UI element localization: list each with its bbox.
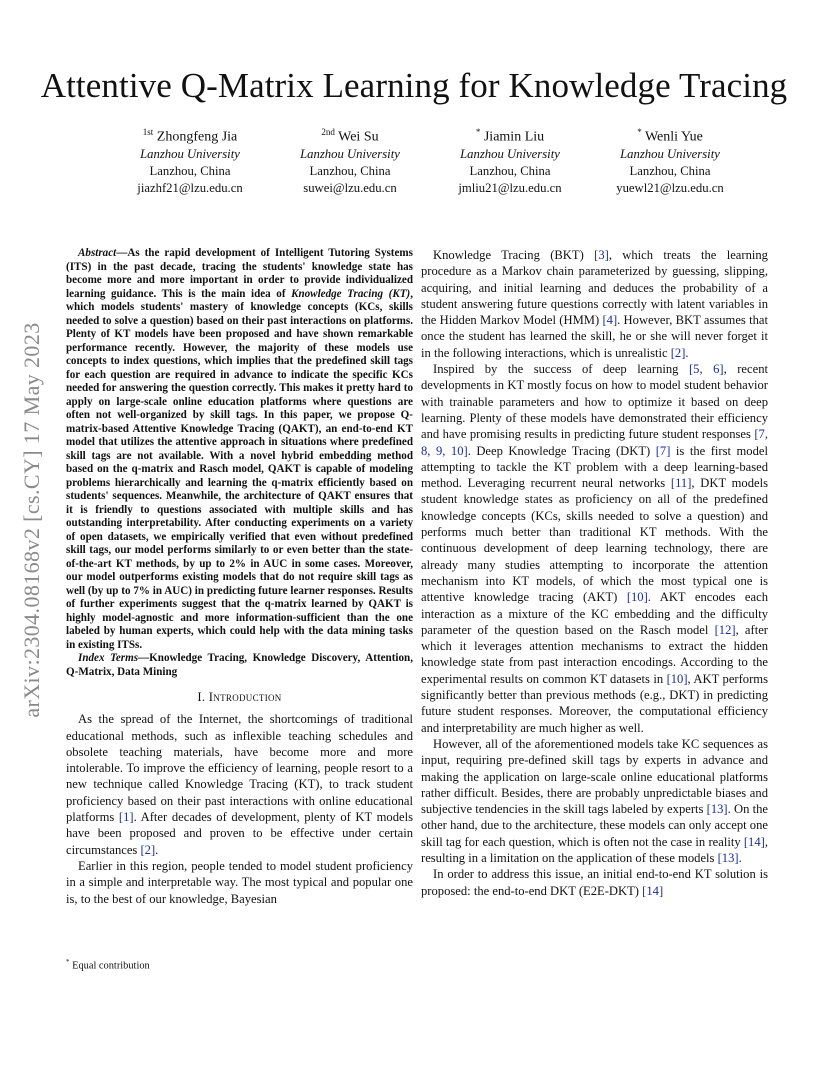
author-2	[265, 124, 435, 197]
body-paragraph-3: However, all of the aforementioned models take KC sequences as input, requiring pre-defined skill tags by experts in advance and making the application on large-scale online educational platforms rather difficult. Besides, there are probably unpredictable biases and subjective tendencies in the skill tags labeled by experts [13]. On the other hand, due to the architecture, these models can only accept one skill tag for each question, which is often not the case in reality [14], resulting in a limitation on the application of these models [13].	[421, 736, 768, 865]
author-location: Lanzhou, China	[309, 164, 391, 179]
author-email: suwei@lzu.edu.cn	[303, 181, 397, 196]
body-paragraph-4: In order to address this issue, an initial end-to-end KT solution is proposed: the end-to-end DKT (E2E-DKT) [14]	[421, 867, 768, 898]
citation-link[interactable]: [1]	[118, 810, 134, 825]
author-4	[585, 124, 755, 197]
body-paragraph-2: Inspired by the success of deep learning [5, 6], recent developments in KT mostly focus on how to model student behavior with trainable parameters and how to optimize it based on deep learning. Plenty of these models have demonstrated their efficiency and have promising results in predicting future student responses [7, 8, 9, 10]. Deep Knowledge Tracing (DKT) [7] is the first model attempting to tackle the KT problem with a deep learning-based method. Leveraging recurrent neural networks [11], DKT models student knowledge states as proficiency on all of the predefined knowledge concepts (KCs, skills needed to solve a question) and performs much better than traditional KT methods. With the continuous development of deep learning technology, there are already many studies attempting to incorporate the attention mechanism into KT models, of which the most typical one is attentive knowledge tracing (AKT) [10]. AKT encodes each interaction as a mixture of the KC embedding and the difficulty parameter of the question based on the Rasch model [12], after which it leverages attention mechanisms to extract the hidden knowledge state from past interaction encodings. According to the experimental results on common KT datasets in [10], AKT performs significantly better than previous methods (e.g., DKT) in predicting future student responses. Moreover, the computational efficiency and interpretability are much higher as well.	[421, 362, 769, 735]
citation-link[interactable]: [7, 8, 9, 10]	[421, 427, 768, 458]
citation-link[interactable]: [3]	[594, 248, 609, 262]
citation-link[interactable]: [14]	[642, 883, 664, 898]
author-name: Zhongfeng Jia	[156, 129, 238, 145]
footnote-marker: *	[66, 958, 70, 966]
author-marker: *	[637, 127, 642, 137]
citation-link[interactable]: [2]	[140, 842, 156, 857]
citation-link[interactable]: [10]	[626, 590, 648, 605]
kt-term: Knowledge Tracing (KT)	[291, 287, 411, 300]
paper-title: Attentive Q-Matrix Learning for Knowledge Tracing	[40, 66, 788, 105]
left-column	[66, 247, 413, 907]
citation-link[interactable]: [11]	[670, 476, 692, 491]
abstract: Abstract—As the rapid development of Intelligent Tutoring Systems (ITS) in the past decade, tracing the students' knowledge state has become more and more important in order to provide individualized learning guidance. This is the main idea of Knowledge Tracing (KT), which models students' mastery of knowledge concepts (KCs, skills needed to solve a question) based on their past interactions on platforms. Plenty of KT models have been proposed and have shown remarkable performance recently. However, the majority of these models use concepts to index questions, which implies that the predefined skill tags for each question are required in advance to indicate the specific KCs needed for answering the question correctly. This makes it pretty hard to apply on large-scale online education platforms where questions are often not well-organized by skill tags. In this paper, we propose Q-matrix-based Attentive Knowledge Tracing (QAKT), an end-to-end KT model that utilizes the attentive approach in situations where predefined skill tags are not available. With a novel hybrid embedding method based on the q-matrix and Rasch model, QAKT is capable of modeling problems hierarchically and learning the q-matrix efficiently based on students' sequences. Meanwhile, the architecture of QAKT ensures that it is friendly to questions associated with multiple skills and has outstanding interpretability. After conducting experiments on a variety of open datasets, we empirically verified that even without predefined skill tags, our model performs similarly to or even better than the state-of-the-art KT methods, by up to 2% in AUC in some cases. Moreover, our model outperforms existing models that do not require skill tags as well (by up to 7% in AUC) in predicting future learner responses. Results of further experiments suggest that the q-matrix learned by QAKT is highly model-agnostic and more information-sufficient than the one labeled by human experts, which could help with the data mining tasks in existing ITSs.	[66, 247, 413, 651]
author-affiliation: Lanzhou University	[140, 147, 240, 162]
citation-link[interactable]: [14]	[743, 834, 765, 849]
author-marker: 2nd	[321, 127, 335, 137]
abstract-label: Abstract	[78, 247, 117, 259]
footnote-text: Equal contribution	[69, 960, 150, 972]
citation-link[interactable]: [5, 6]	[688, 362, 724, 377]
author-marker: *	[475, 127, 481, 137]
index-terms-label: Index Terms	[78, 652, 139, 664]
author-name: Jiamin Liu	[483, 129, 545, 145]
author-affiliation: Lanzhou University	[460, 147, 560, 162]
author-email: jmliu21@lzu.edu.cn	[458, 181, 562, 196]
citation-link[interactable]: [4]	[602, 313, 618, 328]
author-email: jiazhf21@lzu.edu.cn	[137, 181, 243, 196]
author-affiliation: Lanzhou University	[300, 147, 400, 162]
arxiv-id: arXiv:2304.08168v2 [cs.CY] 17 May 2023	[19, 322, 44, 718]
author-1	[105, 124, 275, 197]
author-location: Lanzhou, China	[469, 164, 551, 179]
body-paragraph-1: Knowledge Tracing (BKT) [3], which treats the learning procedure as a Markov chain parameterized by guessing, slipping, acquiring, and initial learning and deduces the probability of a student answering future questions correctly with latent variables in the Hidden Markov Model (HMM) [4]. However, BKT assumes that once the student has learned the skill, he or she will never forget it in the following interactions, which is unrealistic [2].	[421, 248, 768, 360]
author-email: yuewl21@lzu.edu.cn	[616, 181, 724, 196]
citation-link[interactable]: [10]	[666, 671, 688, 686]
footnote	[66, 958, 150, 971]
author-name: Wei Su	[338, 129, 379, 145]
author-3	[425, 124, 595, 197]
intro-paragraph-2: Earlier in this region, people tended to model student proficiency in a simple and interpretable way. The most typical and popular one is, to the best of our knowledge, Bayesian	[66, 858, 413, 906]
author-affiliation: Lanzhou University	[620, 147, 720, 162]
author-location: Lanzhou, China	[629, 164, 711, 179]
citation-link[interactable]: [7]	[655, 443, 671, 458]
intro-paragraph-1: As the spread of the Internet, the shortcomings of traditional educational methods, such as inflexible teaching schedules and obsolete teaching materials, have become more and more intolerable. To improve the efficiency of learning, people resort to a new technique called Knowledge Tracing (KT), to track student proficiency based on their past interactions with online educational platforms [1]. After decades of development, plenty of KT models have been proposed and proven to be effective under certain circumstances [2].	[66, 712, 413, 857]
section-heading: I. Introduction	[197, 690, 282, 704]
author-marker: 1st	[142, 127, 154, 137]
index-terms: Index Terms—Knowledge Tracing, Knowledge Discovery, Attention, Q-Matrix, Data Mining	[66, 652, 413, 678]
citation-link[interactable]: [2]	[670, 345, 686, 360]
author-location: Lanzhou, China	[149, 164, 231, 179]
arxiv-watermark	[12, 280, 52, 760]
author-block	[105, 124, 745, 196]
right-column	[421, 247, 768, 899]
citation-link[interactable]: [12]	[714, 622, 736, 637]
citation-link[interactable]: [13]	[706, 802, 728, 817]
author-name: Wenli Yue	[644, 129, 703, 145]
citation-link[interactable]: [13]	[717, 850, 739, 865]
